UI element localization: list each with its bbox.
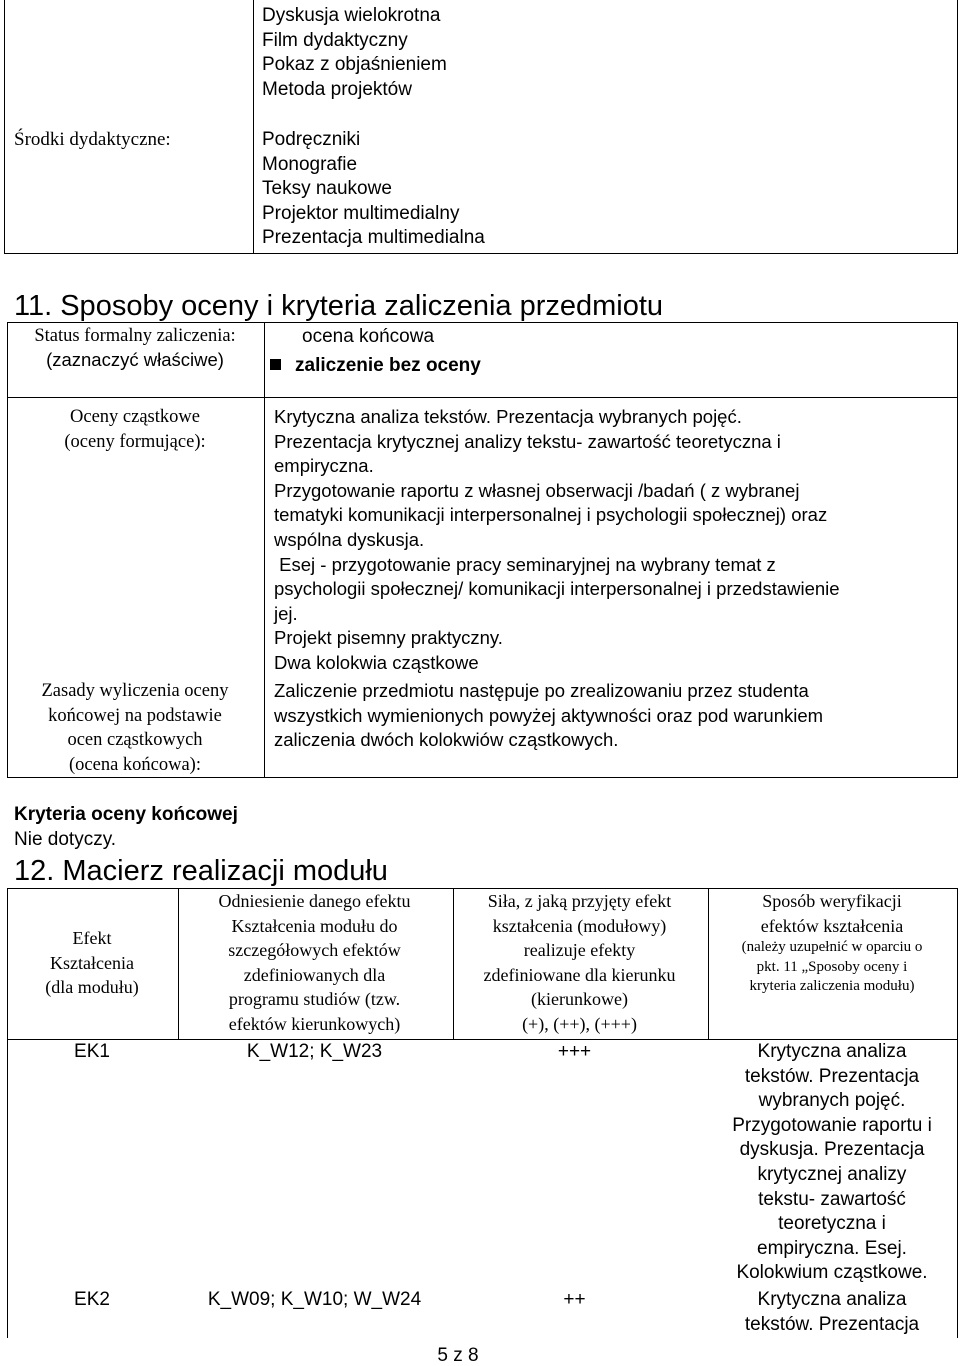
text-line: Kolokwium cząstkowe. xyxy=(736,1262,928,1284)
row-ek2-verification xyxy=(707,1288,957,1337)
text-line: teoretyczna i xyxy=(778,1213,886,1235)
text-line: Esej - przygotowanie pracy seminaryjnej na wybrany temat z xyxy=(274,553,776,575)
column-divider xyxy=(253,0,254,253)
text-line: empiryczna. xyxy=(274,455,374,477)
label-line: (ocena końcowa): xyxy=(68,754,201,775)
methods-list xyxy=(262,4,447,102)
header-line: (kierunkowe) xyxy=(531,989,628,1009)
means-item: Prezentacja multimedialna xyxy=(262,227,485,249)
criteria-title: Kryteria oceny końcowej xyxy=(14,804,238,825)
header-line: Odniesienie danego efektu xyxy=(218,891,411,911)
final-grade-rules-label xyxy=(7,679,263,777)
method-item: Metoda projektów xyxy=(262,78,412,100)
text-line: Przygotowanie raportu i xyxy=(732,1114,932,1136)
row-divider xyxy=(8,397,957,398)
label-line: Zasady wyliczenia oceny xyxy=(41,681,229,701)
text-line: wybranych pojęć. xyxy=(758,1090,906,1112)
row-ek2-effect: EK2 xyxy=(74,1289,110,1310)
header-line: programu studiów (tzw. xyxy=(228,989,401,1009)
criteria-value: Nie dotyczy. xyxy=(14,829,117,850)
text-line: Przygotowanie raportu z własnej obserwacji /badań ( z wybranej xyxy=(274,479,800,501)
row-ek1-reference: K_W12; K_W23 xyxy=(246,1041,383,1062)
option-final-grade: ocena końcowa xyxy=(302,326,435,347)
label-line: (oceny formujące): xyxy=(64,431,206,452)
method-item: Film dydaktyczny xyxy=(262,29,408,51)
means-label: Środki dydaktyczne: xyxy=(14,129,171,150)
method-item: Pokaz z objaśnieniem xyxy=(262,54,447,76)
text-line: wszystkich wymienionych powyżej aktywności oraz pod warunkiem xyxy=(274,704,824,726)
label-line: ocen cząstkowych xyxy=(67,730,203,750)
text-line: tekstów. Prezentacja xyxy=(744,1313,920,1335)
text-line: Projekt pisemny praktyczny. xyxy=(274,627,503,649)
option-label: zaliczenie bez oceny xyxy=(295,355,481,376)
header-line: (+), (++), (+++) xyxy=(522,1013,637,1034)
means-item: Monografie xyxy=(262,153,358,175)
text-line: tekstu- zawartość xyxy=(758,1188,906,1210)
header-strength xyxy=(452,889,707,1036)
text-line: tematyki komunikacji interpersonalnej i psychologii społecznej) oraz xyxy=(274,504,828,526)
row-ek1-effect: EK1 xyxy=(74,1041,110,1062)
header-note-line: (należy uzupełnić w oparciu o xyxy=(741,939,923,955)
text-line: krytycznej analizy xyxy=(757,1163,907,1185)
label-line: Oceny cząstkowe xyxy=(70,407,200,427)
page-number: 5 z 8 xyxy=(437,1345,479,1366)
row-ek2-strength: ++ xyxy=(563,1289,586,1310)
text-line: Dwa kolokwia cząstkowe xyxy=(274,651,479,673)
column-divider xyxy=(264,323,265,777)
header-line: efektów kształcenia xyxy=(760,915,904,936)
text-line: empiryczna. Esej. xyxy=(757,1237,907,1259)
means-list xyxy=(262,128,485,251)
header-line: Siła, z jaką przyjęty efekt xyxy=(487,891,672,911)
section-12-heading: 12. Macierz realizacji modułu xyxy=(14,855,388,887)
partial-grades-label xyxy=(7,405,263,454)
header-line: zdefiniowane dla kierunku xyxy=(483,964,676,985)
header-effect xyxy=(7,926,177,1000)
text-line: dyskusja. Prezentacja xyxy=(739,1139,925,1161)
header-note-line: kryteria zaliczenia modułu) xyxy=(749,978,915,994)
header-line: (dla modułu) xyxy=(45,977,139,997)
means-item: Teksy naukowe xyxy=(262,178,392,200)
header-line: kształcenia (modułowy) xyxy=(492,915,667,936)
square-bullet-icon xyxy=(270,359,281,370)
header-line: Kształcenia xyxy=(50,952,134,973)
text-line: Krytyczna analiza xyxy=(757,1041,907,1062)
header-note-line: pkt. 11 „Sposoby oceny i xyxy=(756,958,908,975)
option-pass-no-grade xyxy=(270,355,481,377)
text-line: tekstów. Prezentacja xyxy=(744,1065,920,1087)
header-line: zdefiniowanych dla xyxy=(243,964,386,985)
text-line: wspólna dyskusja. xyxy=(274,528,425,550)
method-item: Dyskusja wielokrotna xyxy=(262,5,441,26)
label-line: końcowej na podstawie xyxy=(48,705,222,726)
header-line: efektów kierunkowych) xyxy=(228,1013,401,1034)
row-ek1-verification xyxy=(707,1040,957,1286)
header-line: realizuje efekty xyxy=(523,940,636,960)
header-line: Efekt xyxy=(72,928,112,948)
means-item: Projektor multimedialny xyxy=(262,202,460,224)
text-line: jej. xyxy=(274,602,298,624)
text-line: Krytyczna analiza xyxy=(757,1289,907,1310)
text-line: Zaliczenie przedmiotu następuje po zrealizowaniu przez studenta xyxy=(274,680,809,701)
partial-grades-content xyxy=(274,405,840,676)
header-line: Kształcenia modułu do xyxy=(231,915,398,936)
header-reference xyxy=(177,889,452,1036)
text-line: zaliczenia dwóch kolokwiów cząstkowych. xyxy=(274,729,619,751)
status-label-line: Status formalny zaliczenia: xyxy=(34,326,236,346)
header-line: szczegółowych efektów xyxy=(228,940,401,960)
text-line: Krytyczna analiza tekstów. Prezentacja wybranych pojęć. xyxy=(274,406,742,427)
status-label xyxy=(7,324,263,372)
text-line: Prezentacja krytycznej analizy tekstu- zawartość teoretyczna i xyxy=(274,430,781,452)
header-line: Sposób weryfikacji xyxy=(762,891,902,911)
text-line: psychologii społecznej/ komunikacji interpersonalnej i przedstawienie xyxy=(274,578,840,600)
row-ek2-reference: K_W09; K_W10; W_W24 xyxy=(207,1289,422,1310)
means-item: Podręczniki xyxy=(262,129,361,150)
header-verification xyxy=(707,889,957,997)
final-grade-rules-content xyxy=(274,679,823,753)
row-ek1-strength: +++ xyxy=(557,1041,592,1062)
status-label-line: (zaznaczyć właściwe) xyxy=(46,349,224,370)
section-11-heading: 11. Sposoby oceny i kryteria zaliczenia przedmiotu xyxy=(14,290,664,322)
